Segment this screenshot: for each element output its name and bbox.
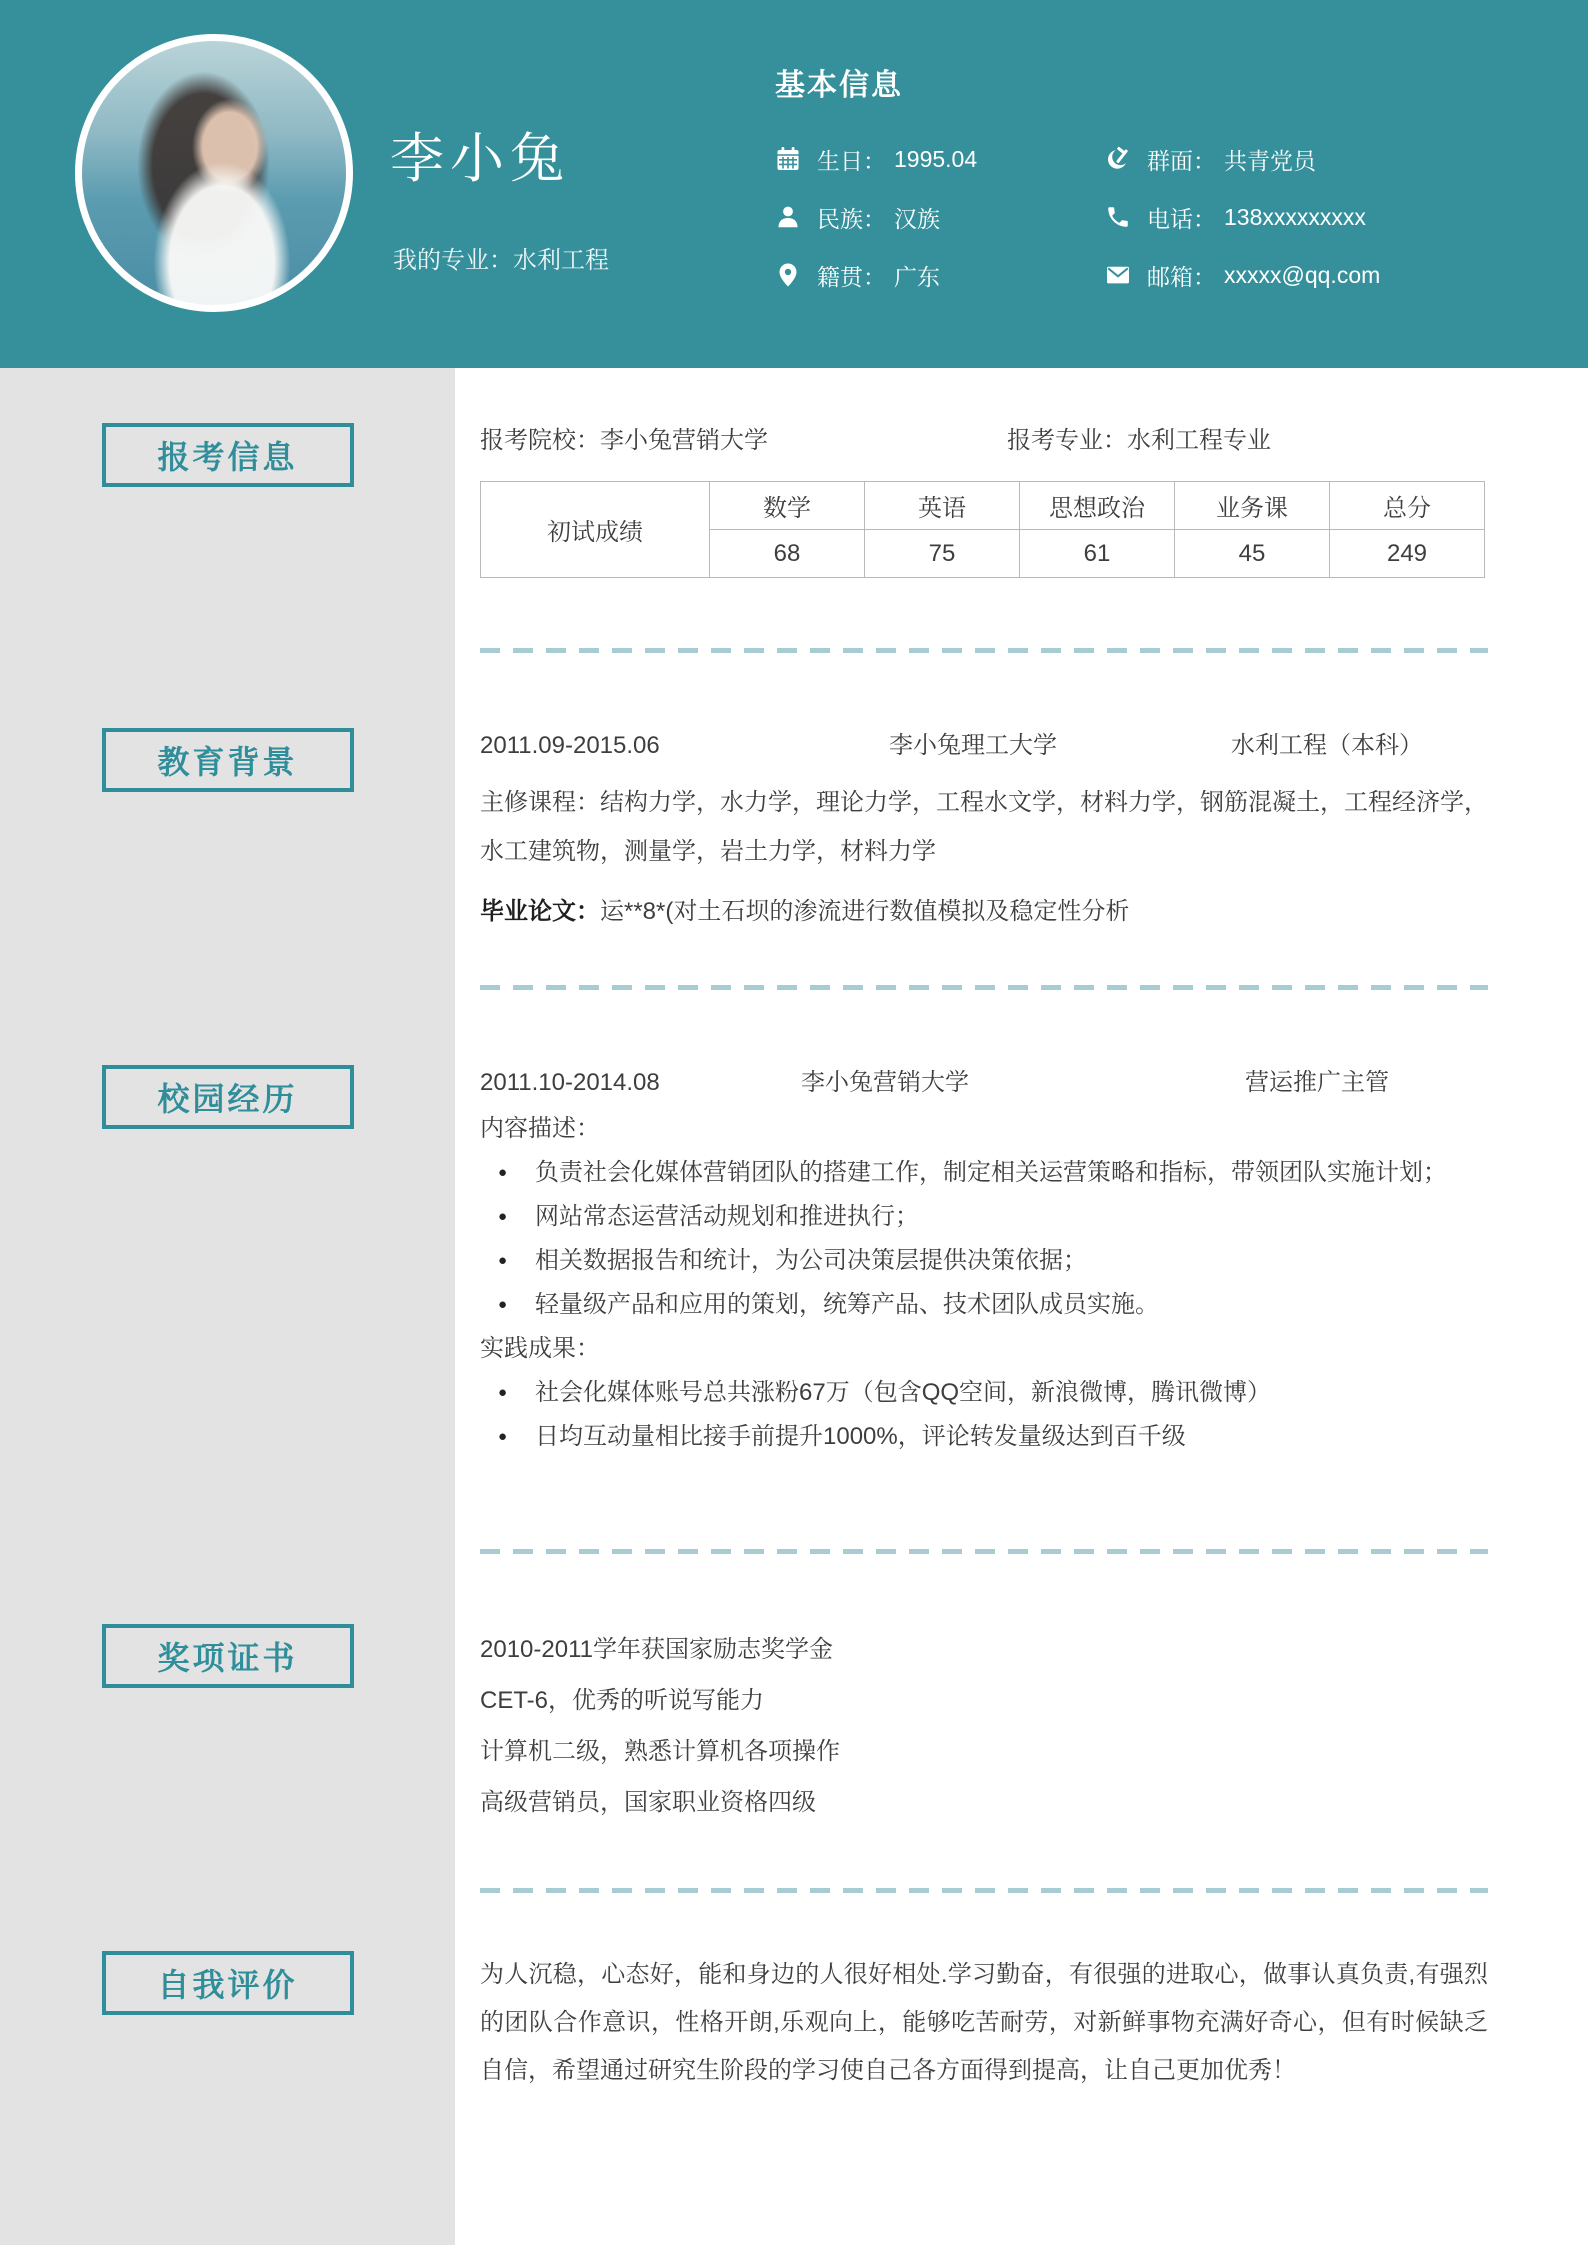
score-row-header: 初试成绩: [481, 482, 710, 578]
award-item: 2010-2011学年获国家励志奖学金: [480, 1636, 833, 1663]
award-item: 高级营销员，国家职业资格四级: [480, 1789, 816, 1816]
evaluation-content: [455, 1951, 1588, 2095]
award-item: CET-6，优秀的听说写能力: [480, 1687, 765, 1714]
section-application: [0, 368, 1588, 578]
sidebar-label-awards: 奖项证书: [102, 1624, 354, 1688]
education-school: 李小兔理工大学: [889, 732, 1057, 759]
bullet-item: ● 相关数据报告和统计，为公司决策层提供决策依据；: [480, 1239, 1488, 1283]
courses-text: 结构力学，水力学，理论力学，工程水文学，材料力学，钢筋混凝土，工程经济学，水工建筑物，测量学，岩土力学，材料力学: [480, 789, 1488, 865]
bullet-item: ● 网站常态运营活动规划和推进执行；: [480, 1195, 1488, 1239]
thesis-text: 运**8*(对土石坝的渗流进行数值模拟及稳定性分析: [600, 898, 1130, 925]
major-subtitle: 我的专业：水利工程: [393, 247, 609, 274]
basic-info-title: 基本信息: [775, 69, 903, 102]
sidebar-column: [0, 1951, 455, 2095]
sidebar-label-application: 报考信息: [102, 423, 354, 487]
campus-date: 2011.10-2014.08: [480, 1069, 660, 1096]
score-col-header: 数学: [710, 482, 865, 530]
basic-info-panel: [775, 60, 1380, 304]
campus-description-list: [480, 1151, 1488, 1327]
score-value: 61: [1020, 530, 1175, 578]
sidebar-label-evaluation: 自我评价: [102, 1951, 354, 2015]
courses-label: 主修课程：: [480, 789, 600, 816]
education-courses: [480, 778, 1488, 876]
thesis-label: 毕业论文：: [480, 898, 600, 925]
score-col-header: 思想政治: [1020, 482, 1175, 530]
campus-description-label: 内容描述：: [480, 1115, 600, 1142]
phone-icon: [1105, 204, 1137, 230]
section-divider: [480, 648, 1488, 653]
section-divider: [480, 1549, 1488, 1554]
bullet-item: ● 轻量级产品和应用的策划，统筹产品、技术团队成员实施。: [480, 1283, 1488, 1327]
resume-body: [0, 368, 1588, 2245]
campus-role: 营运推广主管: [1245, 1069, 1389, 1096]
campus-organization: 李小兔营销大学: [801, 1069, 969, 1096]
campus-header-line: [480, 1065, 1488, 1101]
campus-results-label: 实践成果：: [480, 1335, 600, 1362]
score-value: 75: [865, 530, 1020, 578]
education-thesis: [480, 894, 1488, 930]
section-campus-experience: [0, 1065, 1588, 1459]
section-education: [0, 728, 1588, 930]
target-school-value: 李小兔营销大学: [600, 427, 768, 454]
score-value: 249: [1330, 530, 1485, 578]
info-item-birthday: [775, 130, 1105, 188]
info-item-phone: [1105, 188, 1380, 246]
section-awards: [0, 1624, 1588, 1828]
mail-icon: [1105, 262, 1137, 288]
education-content: [455, 728, 1588, 930]
target-major-label: 报考专业：: [1007, 427, 1127, 454]
info-label: 籍贯：: [817, 263, 886, 290]
profile-photo: [75, 34, 353, 312]
application-content: [455, 423, 1588, 578]
info-value: xxxxx@qq.com: [1224, 261, 1381, 288]
bullet-item: ● 日均互动量相比接手前提升1000%，评论转发量级达到百千级: [480, 1415, 1488, 1459]
score-col-header: 英语: [865, 482, 1020, 530]
education-degree: 水利工程（本科）: [1231, 732, 1423, 759]
info-value: 1995.04: [894, 145, 978, 172]
info-item-political-status: [1105, 130, 1380, 188]
basic-info-grid: [775, 130, 1380, 304]
location-pin-icon: [775, 262, 807, 288]
section-divider: [480, 985, 1488, 990]
education-header-line: [480, 728, 1488, 764]
sidebar-column: [0, 1065, 455, 1459]
info-value: 汉族: [894, 205, 940, 232]
bullet-item: ● 负责社会化媒体营销团队的搭建工作，制定相关运营策略和指标，带领团队实施计划；: [480, 1151, 1488, 1195]
sidebar-label-education: 教育背景: [102, 728, 354, 792]
score-value: 45: [1175, 530, 1330, 578]
info-item-email: [1105, 246, 1380, 304]
info-item-ethnicity: [775, 188, 1105, 246]
info-item-hometown: [775, 246, 1105, 304]
info-label: 群面：: [1147, 147, 1216, 174]
section-self-evaluation: [0, 1951, 1588, 2095]
bullet-item: ● 社会化媒体账号总共涨粉67万（包含QQ空间，新浪微博，腾讯微博）: [480, 1371, 1488, 1415]
person-icon: [775, 204, 807, 230]
campus-content: [455, 1065, 1588, 1459]
info-value: 广东: [894, 263, 940, 290]
sidebar-column: [0, 423, 455, 578]
campus-results-list: [480, 1371, 1488, 1459]
info-label: 民族：: [817, 205, 886, 232]
info-label: 电话：: [1147, 205, 1216, 232]
preliminary-score-table: [480, 481, 1485, 578]
info-label: 生日：: [817, 147, 886, 174]
info-label: 邮箱：: [1147, 263, 1216, 290]
award-item: 计算机二级，熟悉计算机各项操作: [480, 1738, 840, 1765]
section-divider: [480, 1888, 1488, 1893]
target-major-value: 水利工程专业: [1127, 427, 1271, 454]
score-col-header: 总分: [1330, 482, 1485, 530]
header-banner: [0, 0, 1588, 368]
party-emblem-icon: [1105, 146, 1137, 172]
candidate-name: 李小兔: [390, 129, 570, 189]
target-school-label: 报考院校：: [480, 427, 600, 454]
sidebar-column: [0, 1624, 455, 1828]
info-value: 共青党员: [1224, 147, 1316, 174]
sidebar-column: [0, 728, 455, 930]
score-value: 68: [710, 530, 865, 578]
self-evaluation-text: 为人沉稳，心态好，能和身边的人很好相处.学习勤奋，有很强的进取心，做事认真负责,有强烈的团队合作意识，性格开朗,乐观向上，能够吃苦耐劳，对新鲜事物充满好奇心，但有时候缺乏自信，希望通过研究生阶段的学习使自己各方面得到提高，让自己更加优秀！: [480, 1961, 1488, 2084]
score-col-header: 业务课: [1175, 482, 1330, 530]
info-value: 138xxxxxxxxx: [1224, 203, 1366, 230]
sidebar-label-campus: 校园经历: [102, 1065, 354, 1129]
education-date: 2011.09-2015.06: [480, 732, 660, 759]
awards-content: [455, 1624, 1588, 1828]
application-target-line: [480, 423, 1488, 459]
calendar-icon: [775, 146, 807, 172]
